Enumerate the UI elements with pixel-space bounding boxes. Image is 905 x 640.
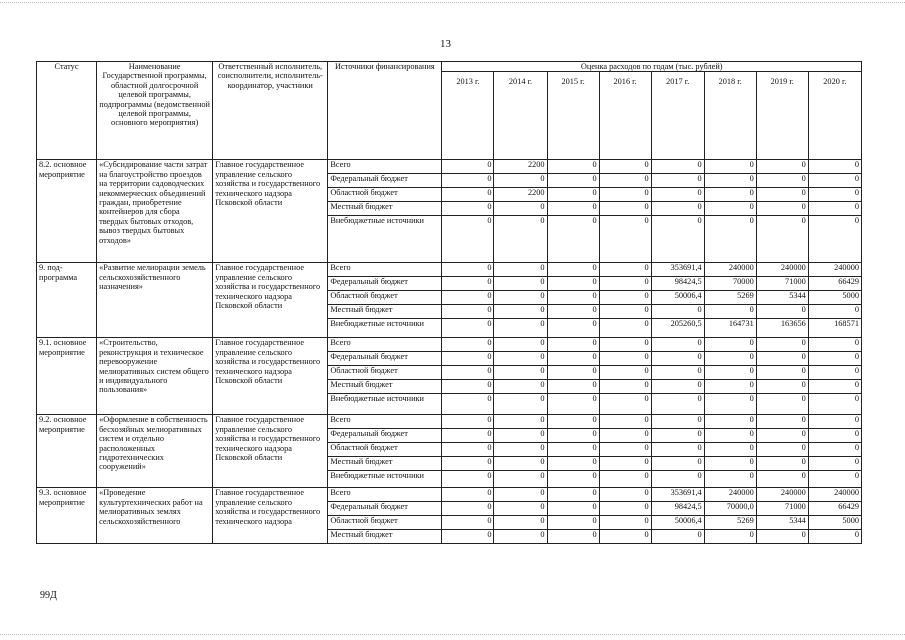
value-cell: 0 [808, 202, 861, 216]
value-cell: 70000,0 [704, 502, 756, 516]
value-cell: 0 [442, 338, 494, 352]
source-cell: Всего [328, 338, 442, 352]
name-cell: «Строительство, реконструкция и техническое перевооружение мелиоративных систем общего и индивидуального пользования» [97, 338, 213, 415]
source-cell: Всего [328, 263, 442, 277]
source-cell: Местный бюджет [328, 457, 442, 471]
footer-code: 99Д [40, 590, 57, 601]
value-cell: 168571 [808, 319, 861, 338]
header-costs: Оценка расходов по годам (тыс. рублей) [442, 62, 862, 72]
value-cell: 240000 [704, 488, 756, 502]
responsible-cell: Главное государственное управление сельского хозяйства и государственного технического надзора Псковской области [213, 263, 328, 338]
value-cell: 5000 [808, 516, 861, 530]
value-cell: 0 [704, 415, 756, 429]
value-cell: 5269 [704, 516, 756, 530]
value-cell: 0 [756, 366, 808, 380]
value-cell: 0 [494, 488, 547, 502]
value-cell: 0 [494, 394, 547, 415]
value-cell: 0 [599, 160, 651, 174]
table-row [37, 263, 862, 277]
value-cell: 353691,4 [651, 488, 704, 502]
value-cell: 0 [442, 352, 494, 366]
value-cell: 240000 [808, 263, 861, 277]
value-cell: 0 [808, 443, 861, 457]
value-cell: 0 [494, 516, 547, 530]
value-cell: 0 [651, 366, 704, 380]
value-cell: 0 [547, 488, 599, 502]
value-cell: 0 [599, 202, 651, 216]
value-cell: 163656 [756, 319, 808, 338]
value-cell: 0 [547, 394, 599, 415]
header-name: Наименование Государственной программы, областной долгосрочной целевой программы, подпрограммы (ведомственной целевой программы, основного мероприятия) [97, 62, 213, 160]
header-year: 2016 г. [599, 72, 651, 160]
value-cell: 0 [651, 174, 704, 188]
value-cell: 0 [599, 471, 651, 488]
value-cell: 0 [442, 277, 494, 291]
value-cell: 0 [494, 530, 547, 544]
value-cell: 0 [599, 415, 651, 429]
value-cell: 71000 [756, 277, 808, 291]
value-cell: 0 [494, 216, 547, 263]
value-cell: 0 [494, 277, 547, 291]
value-cell: 0 [808, 352, 861, 366]
table-row [37, 415, 862, 429]
value-cell: 0 [442, 263, 494, 277]
value-cell: 0 [756, 443, 808, 457]
value-cell: 0 [651, 471, 704, 488]
value-cell: 0 [599, 488, 651, 502]
value-cell: 0 [651, 530, 704, 544]
source-cell: Федеральный бюджет [328, 352, 442, 366]
table-row [37, 338, 862, 352]
value-cell: 0 [599, 366, 651, 380]
value-cell: 0 [808, 305, 861, 319]
value-cell: 0 [599, 394, 651, 415]
responsible-cell: Главное государственное управление сельского хозяйства и государственного технического надзора Псковской области [213, 160, 328, 263]
status-cell: 9.2. основное мероприятие [37, 415, 97, 488]
value-cell: 0 [494, 429, 547, 443]
value-cell: 71000 [756, 502, 808, 516]
value-cell: 0 [599, 516, 651, 530]
source-cell: Внебюджетные источники [328, 394, 442, 415]
value-cell: 0 [599, 263, 651, 277]
value-cell: 0 [547, 305, 599, 319]
header-status: Статус [37, 62, 97, 160]
source-cell: Областной бюджет [328, 516, 442, 530]
value-cell: 0 [808, 471, 861, 488]
value-cell: 0 [547, 291, 599, 305]
value-cell: 0 [756, 457, 808, 471]
value-cell: 353691,4 [651, 263, 704, 277]
value-cell: 0 [494, 291, 547, 305]
value-cell: 0 [494, 366, 547, 380]
source-cell: Областной бюджет [328, 291, 442, 305]
value-cell: 0 [494, 305, 547, 319]
value-cell: 0 [599, 188, 651, 202]
value-cell: 0 [442, 291, 494, 305]
value-cell: 205260,5 [651, 319, 704, 338]
value-cell: 0 [651, 443, 704, 457]
value-cell: 164731 [704, 319, 756, 338]
value-cell: 0 [808, 160, 861, 174]
source-cell: Областной бюджет [328, 443, 442, 457]
header-sources: Источники финансирования [328, 62, 442, 160]
value-cell: 0 [808, 338, 861, 352]
expenditure-table [36, 61, 862, 544]
value-cell: 0 [442, 457, 494, 471]
page-number: 13 [440, 38, 451, 50]
value-cell: 0 [651, 202, 704, 216]
value-cell: 0 [494, 263, 547, 277]
value-cell: 0 [547, 174, 599, 188]
value-cell: 0 [808, 394, 861, 415]
value-cell: 0 [494, 174, 547, 188]
source-cell: Федеральный бюджет [328, 277, 442, 291]
source-cell: Местный бюджет [328, 530, 442, 544]
value-cell: 0 [599, 457, 651, 471]
value-cell: 0 [704, 160, 756, 174]
source-cell: Федеральный бюджет [328, 174, 442, 188]
value-cell: 0 [704, 366, 756, 380]
value-cell: 98424,5 [651, 502, 704, 516]
table-row [37, 160, 862, 174]
value-cell: 0 [599, 352, 651, 366]
value-cell: 0 [547, 429, 599, 443]
value-cell: 0 [704, 338, 756, 352]
value-cell: 0 [547, 160, 599, 174]
value-cell: 0 [494, 457, 547, 471]
name-cell: «Субсидирование части затрат на благоустройство проездов на территории садоводческих некоммерческих объединений граждан, приобретение контейнеров для сбора твердых бытовых отходов, вывоз твердых бытовых отходов» [97, 160, 213, 263]
value-cell: 0 [442, 216, 494, 263]
bottom-scan-line [0, 634, 905, 635]
value-cell: 0 [442, 319, 494, 338]
value-cell: 0 [599, 443, 651, 457]
source-cell: Федеральный бюджет [328, 502, 442, 516]
value-cell: 66429 [808, 502, 861, 516]
value-cell: 0 [704, 443, 756, 457]
value-cell: 0 [599, 291, 651, 305]
value-cell: 0 [651, 305, 704, 319]
value-cell: 0 [704, 188, 756, 202]
value-cell: 0 [756, 352, 808, 366]
responsible-cell: Главное государственное управление сельского хозяйства и государственного технического надзора Псковской области [213, 415, 328, 488]
table-row [37, 488, 862, 502]
value-cell: 0 [651, 415, 704, 429]
value-cell: 5269 [704, 291, 756, 305]
value-cell: 0 [442, 471, 494, 488]
value-cell: 98424,5 [651, 277, 704, 291]
value-cell: 0 [756, 394, 808, 415]
top-scan-line [0, 2, 905, 3]
value-cell: 0 [442, 488, 494, 502]
value-cell: 0 [704, 394, 756, 415]
name-cell: «Проведение культуртехнических работ на мелиоративных землях сельскохозяйственного [97, 488, 213, 544]
value-cell: 0 [651, 380, 704, 394]
source-cell: Федеральный бюджет [328, 429, 442, 443]
source-cell: Внебюджетные источники [328, 216, 442, 263]
value-cell: 0 [808, 366, 861, 380]
value-cell: 0 [808, 380, 861, 394]
value-cell: 0 [651, 188, 704, 202]
value-cell: 0 [756, 174, 808, 188]
table-body [37, 160, 862, 544]
value-cell: 0 [599, 216, 651, 263]
status-cell: 9.3. основное мероприятие [37, 488, 97, 544]
header-year: 2015 г. [547, 72, 599, 160]
value-cell: 0 [599, 530, 651, 544]
value-cell: 0 [494, 202, 547, 216]
value-cell: 0 [547, 188, 599, 202]
value-cell: 240000 [704, 263, 756, 277]
value-cell: 0 [494, 319, 547, 338]
value-cell: 0 [808, 415, 861, 429]
value-cell: 0 [547, 366, 599, 380]
value-cell: 0 [651, 429, 704, 443]
value-cell: 66429 [808, 277, 861, 291]
value-cell: 0 [547, 338, 599, 352]
value-cell: 0 [547, 457, 599, 471]
value-cell: 0 [547, 352, 599, 366]
value-cell: 0 [547, 502, 599, 516]
source-cell: Областной бюджет [328, 188, 442, 202]
value-cell: 0 [599, 174, 651, 188]
value-cell: 0 [808, 188, 861, 202]
value-cell: 0 [756, 338, 808, 352]
value-cell: 0 [494, 471, 547, 488]
value-cell: 0 [599, 429, 651, 443]
value-cell: 0 [442, 160, 494, 174]
value-cell: 0 [704, 380, 756, 394]
value-cell: 0 [547, 471, 599, 488]
value-cell: 0 [442, 366, 494, 380]
value-cell: 0 [442, 429, 494, 443]
source-cell: Внебюджетные источники [328, 471, 442, 488]
value-cell: 0 [599, 502, 651, 516]
value-cell: 50006,4 [651, 516, 704, 530]
value-cell: 0 [756, 380, 808, 394]
value-cell: 0 [442, 530, 494, 544]
value-cell: 0 [704, 174, 756, 188]
value-cell: 0 [547, 530, 599, 544]
value-cell: 0 [599, 277, 651, 291]
value-cell: 0 [442, 502, 494, 516]
value-cell: 0 [651, 160, 704, 174]
header-year: 2014 г. [494, 72, 547, 160]
value-cell: 0 [599, 380, 651, 394]
source-cell: Всего [328, 415, 442, 429]
value-cell: 0 [756, 305, 808, 319]
value-cell: 0 [442, 202, 494, 216]
value-cell: 0 [547, 516, 599, 530]
responsible-cell: Главное государственное управление сельского хозяйства и государственного технического надзора [213, 488, 328, 544]
value-cell: 0 [547, 216, 599, 263]
source-cell: Всего [328, 160, 442, 174]
value-cell: 0 [756, 429, 808, 443]
name-cell: «Развитие мелиорации земель сельскохозяйственного назначения» [97, 263, 213, 338]
value-cell: 240000 [808, 488, 861, 502]
value-cell: 0 [547, 202, 599, 216]
source-cell: Местный бюджет [328, 202, 442, 216]
header-year: 2017 г. [651, 72, 704, 160]
source-cell: Областной бюджет [328, 366, 442, 380]
value-cell: 0 [442, 443, 494, 457]
value-cell: 0 [756, 160, 808, 174]
value-cell: 0 [756, 216, 808, 263]
value-cell: 0 [756, 415, 808, 429]
value-cell: 0 [494, 352, 547, 366]
source-cell: Местный бюджет [328, 380, 442, 394]
name-cell: «Оформление в собственность бесхозяйных мелиоративных систем и отдельно расположенных гидротехнических сооружений» [97, 415, 213, 488]
value-cell: 0 [494, 502, 547, 516]
value-cell: 0 [442, 394, 494, 415]
value-cell: 5344 [756, 516, 808, 530]
value-cell: 0 [651, 394, 704, 415]
value-cell: 0 [651, 457, 704, 471]
value-cell: 0 [651, 352, 704, 366]
value-cell: 0 [494, 415, 547, 429]
header-year: 2013 г. [442, 72, 494, 160]
value-cell: 0 [442, 415, 494, 429]
value-cell: 0 [442, 174, 494, 188]
responsible-cell: Главное государственное управление сельского хозяйства и государственного технического надзора Псковской области [213, 338, 328, 415]
value-cell: 0 [599, 319, 651, 338]
value-cell: 5344 [756, 291, 808, 305]
header-year: 2018 г. [704, 72, 756, 160]
value-cell: 0 [808, 457, 861, 471]
source-cell: Всего [328, 488, 442, 502]
value-cell: 0 [599, 338, 651, 352]
value-cell: 0 [704, 429, 756, 443]
value-cell: 0 [756, 471, 808, 488]
value-cell: 240000 [756, 263, 808, 277]
value-cell: 0 [547, 263, 599, 277]
value-cell: 0 [547, 415, 599, 429]
header-responsible: Ответственный исполнитель, соисполнители, исполнитель-координатор, участники [213, 62, 328, 160]
value-cell: 0 [651, 338, 704, 352]
value-cell: 0 [704, 471, 756, 488]
value-cell: 0 [756, 530, 808, 544]
value-cell: 0 [756, 202, 808, 216]
value-cell: 0 [704, 216, 756, 263]
value-cell: 0 [547, 380, 599, 394]
value-cell: 0 [494, 443, 547, 457]
value-cell: 0 [808, 174, 861, 188]
header-year: 2020 г. [808, 72, 861, 160]
value-cell: 0 [599, 305, 651, 319]
value-cell: 0 [494, 338, 547, 352]
value-cell: 0 [547, 319, 599, 338]
value-cell: 0 [704, 530, 756, 544]
value-cell: 0 [704, 352, 756, 366]
value-cell: 70000 [704, 277, 756, 291]
source-cell: Местный бюджет [328, 305, 442, 319]
status-cell: 8.2. основное мероприятие [37, 160, 97, 263]
status-cell: 9.1. основное мероприятие [37, 338, 97, 415]
value-cell: 0 [704, 305, 756, 319]
value-cell: 240000 [756, 488, 808, 502]
value-cell: 0 [494, 380, 547, 394]
value-cell: 0 [547, 277, 599, 291]
value-cell: 0 [704, 202, 756, 216]
value-cell: 50006,4 [651, 291, 704, 305]
source-cell: Внебюджетные источники [328, 319, 442, 338]
value-cell: 0 [808, 216, 861, 263]
status-cell: 9. под-программа [37, 263, 97, 338]
header-year: 2019 г. [756, 72, 808, 160]
value-cell: 0 [547, 443, 599, 457]
value-cell: 0 [704, 457, 756, 471]
value-cell: 5000 [808, 291, 861, 305]
value-cell: 0 [442, 305, 494, 319]
value-cell: 0 [651, 216, 704, 263]
value-cell: 0 [808, 530, 861, 544]
value-cell: 2200 [494, 160, 547, 174]
value-cell: 0 [756, 188, 808, 202]
value-cell: 0 [808, 429, 861, 443]
value-cell: 0 [442, 516, 494, 530]
value-cell: 2200 [494, 188, 547, 202]
value-cell: 0 [442, 188, 494, 202]
value-cell: 0 [442, 380, 494, 394]
